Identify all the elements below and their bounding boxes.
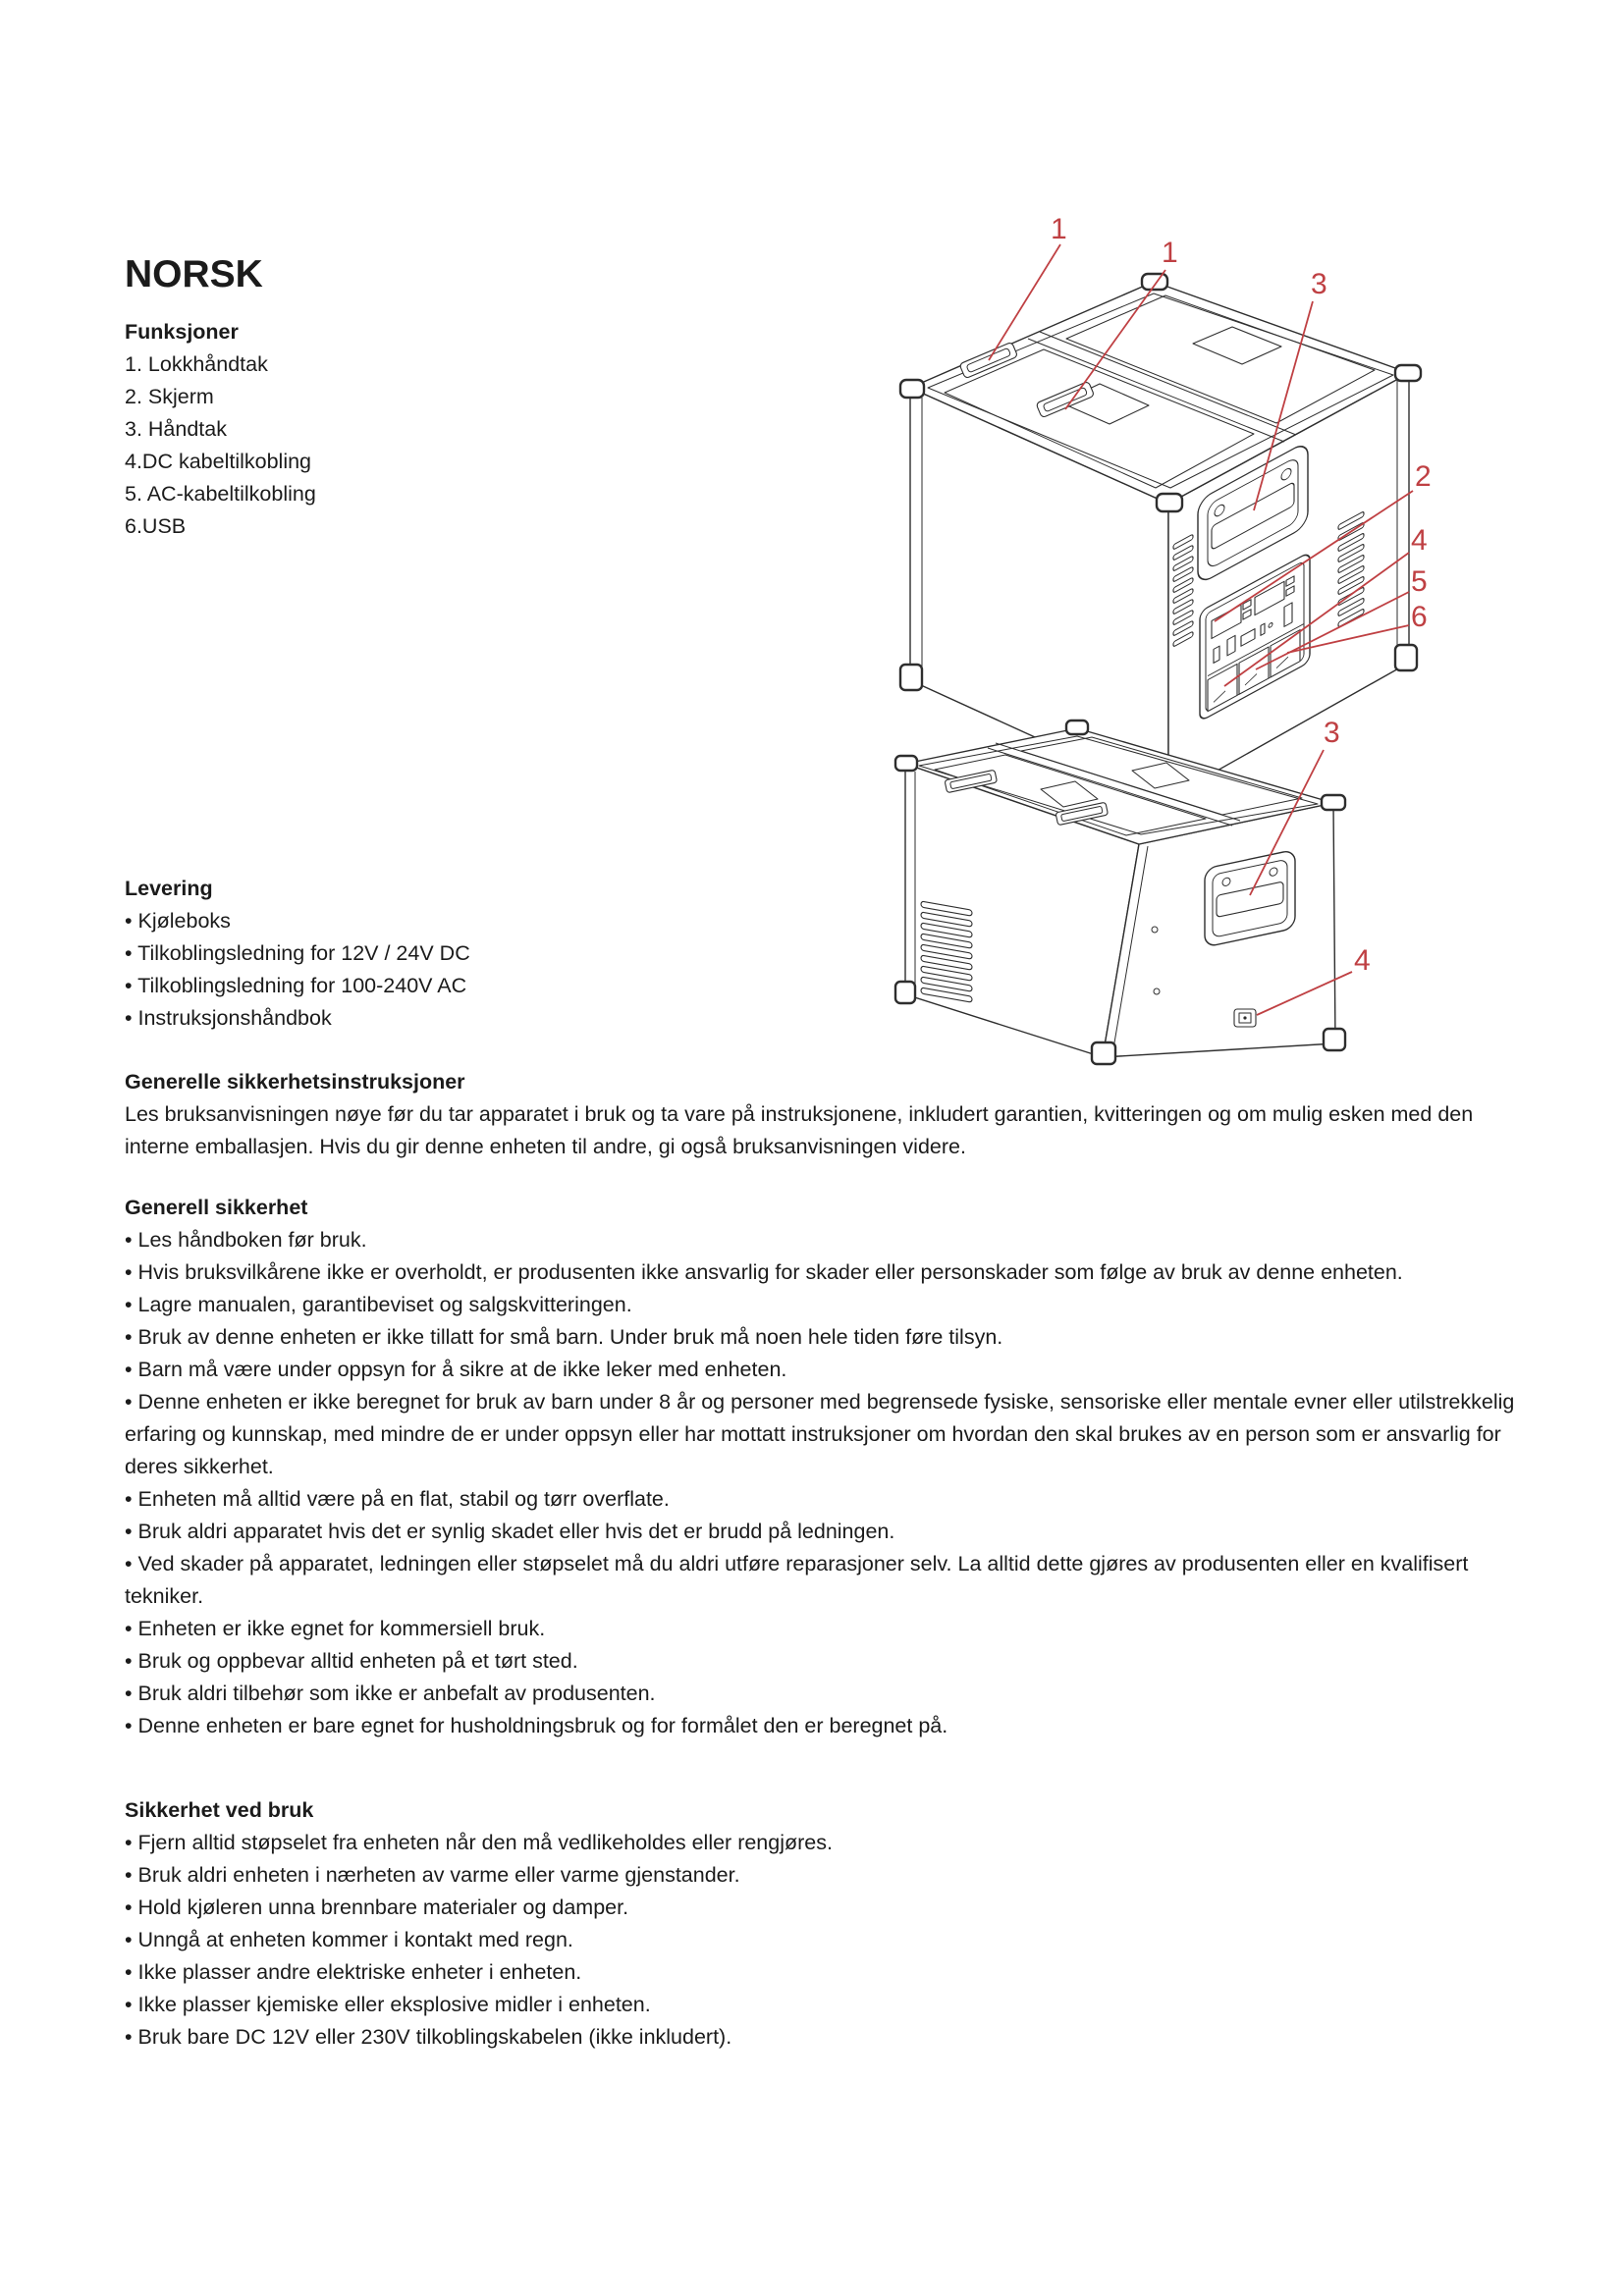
safety-item: • Ikke plasser kjemiske eller eksplosive midler i enheten. bbox=[125, 1993, 651, 2016]
callout-number-side-handle: 3 bbox=[1324, 717, 1340, 749]
general-instructions-section bbox=[125, 1066, 1509, 1163]
general-instructions-heading: Generelle sikkerhetsinstruksjoner bbox=[125, 1070, 465, 1094]
feature-item: 6.USB bbox=[125, 514, 187, 538]
page-title: NORSK bbox=[125, 253, 263, 295]
safety-item: • Bruk aldri apparatet hvis det er synlig skadet eller hvis det er brudd på ledningen. bbox=[125, 1520, 895, 1543]
feature-item: 2. Skjerm bbox=[125, 385, 214, 408]
safety-item: • Unngå at enheten kommer i kontakt med regn. bbox=[125, 1928, 573, 1951]
dc-socket bbox=[1234, 1009, 1256, 1027]
safety-item: • Enheten er ikke egnet for kommersiell bruk. bbox=[125, 1617, 546, 1640]
safety-item: • Ikke plasser andre elektriske enheter i enheten. bbox=[125, 1960, 582, 1984]
safety-item: • Denne enheten er bare egnet for husholdningsbruk og for formålet den er beregnet på. bbox=[125, 1714, 948, 1737]
safety-in-use-section bbox=[125, 1794, 1527, 2054]
delivery-section bbox=[125, 873, 635, 1035]
general-safety-heading: Generell sikkerhet bbox=[125, 1196, 308, 1219]
delivery-item: • Tilkoblingsledning for 100-240V AC bbox=[125, 974, 467, 997]
features-heading: Funksjoner bbox=[125, 320, 239, 344]
delivery-list bbox=[125, 905, 635, 1035]
safety-item: • Bruk av denne enheten er ikke tillatt for små barn. Under bruk må noen hele tiden føre tilsyn. bbox=[125, 1325, 1003, 1349]
safety-item: • Bruk aldri tilbehør som ikke er anbefalt av produsenten. bbox=[125, 1682, 656, 1705]
safety-item: • Bruk bare DC 12V eller 230V tilkoblingskabelen (ikke inkludert). bbox=[125, 2025, 732, 2049]
feature-item: 5. AC-kabeltilkobling bbox=[125, 482, 316, 506]
callout-number-side-handle: 3 bbox=[1311, 268, 1327, 300]
feature-item: 1. Lokkhåndtak bbox=[125, 352, 268, 376]
safety-in-use-list bbox=[125, 1827, 1527, 2054]
feature-item: 4.DC kabeltilkobling bbox=[125, 450, 312, 473]
safety-item: • Fjern alltid støpselet fra enheten når den må vedlikeholdes eller rengjøres. bbox=[125, 1831, 833, 1854]
callout-number-dc: 4 bbox=[1411, 524, 1428, 557]
general-safety-list bbox=[125, 1224, 1527, 1742]
general-instructions-body: Les bruksanvisningen nøye før du tar apparatet i bruk og ta vare på instruksjonene, inkludert garantien, kvitteringen og om mulig esken med den interne emballasjen. Hvis du gir denne enheten til andre, gi også bruksanvisningen videre. bbox=[125, 1102, 1474, 1158]
safety-item: • Enheten må alltid være på en flat, stabil og tørr overflate. bbox=[125, 1487, 670, 1511]
features-section bbox=[125, 316, 537, 543]
callout-number-usb: 6 bbox=[1411, 601, 1428, 633]
callout-number-lid-handle-a: 1 bbox=[1051, 213, 1067, 245]
delivery-item: • Instruksjonshåndbok bbox=[125, 1006, 332, 1030]
safety-item: • Bruk og oppbevar alltid enheten på et tørt sted. bbox=[125, 1649, 578, 1673]
delivery-heading: Levering bbox=[125, 877, 213, 900]
delivery-item: • Kjøleboks bbox=[125, 909, 231, 933]
safety-item: • Hold kjøleren unna brennbare materialer og damper. bbox=[125, 1896, 629, 1919]
safety-item: • Bruk aldri enheten i nærheten av varme eller varme gjenstander. bbox=[125, 1863, 740, 1887]
delivery-item: • Tilkoblingsledning for 12V / 24V DC bbox=[125, 941, 470, 965]
safety-item: • Lagre manualen, garantibeviset og salgskvitteringen. bbox=[125, 1293, 632, 1316]
safety-item: • Barn må være under oppsyn for å sikre at de ikke leker med enheten. bbox=[125, 1358, 787, 1381]
features-list bbox=[125, 348, 537, 543]
figure-cooler-side-iso bbox=[874, 687, 1448, 1129]
safety-item: • Hvis bruksvilkårene ikke er overholdt, er produsenten ikke ansvarlig for skader eller personskader som følge av bruk av denne enheten. bbox=[125, 1260, 1403, 1284]
callout-number-ac: 5 bbox=[1411, 565, 1428, 598]
safety-item: • Denne enheten er ikke beregnet for bruk av barn under 8 år og personer med begrensede fysiske, sensoriske eller mentale evner eller utilstrekkelig erfaring og kunnskap, med mindre de er under oppsyn eller har mottatt instruksjoner om hvordan den skal brukes av en person som er ansvarlig for deres sikkerhet. bbox=[125, 1390, 1515, 1478]
general-safety-section bbox=[125, 1192, 1527, 1742]
callout-number-lid-handle-b: 1 bbox=[1162, 237, 1178, 269]
safety-in-use-heading: Sikkerhet ved bruk bbox=[125, 1798, 314, 1822]
safety-item: • Les håndboken før bruk. bbox=[125, 1228, 367, 1252]
feature-item: 3. Håndtak bbox=[125, 417, 227, 441]
callout-number-dc-socket: 4 bbox=[1354, 944, 1371, 977]
safety-item: • Ved skader på apparatet, ledningen eller støpselet må du aldri utføre reparasjoner selv. La alltid dette gjøres av produsenten eller en kvalifisert tekniker. bbox=[125, 1552, 1469, 1608]
callout-number-display: 2 bbox=[1415, 460, 1432, 493]
